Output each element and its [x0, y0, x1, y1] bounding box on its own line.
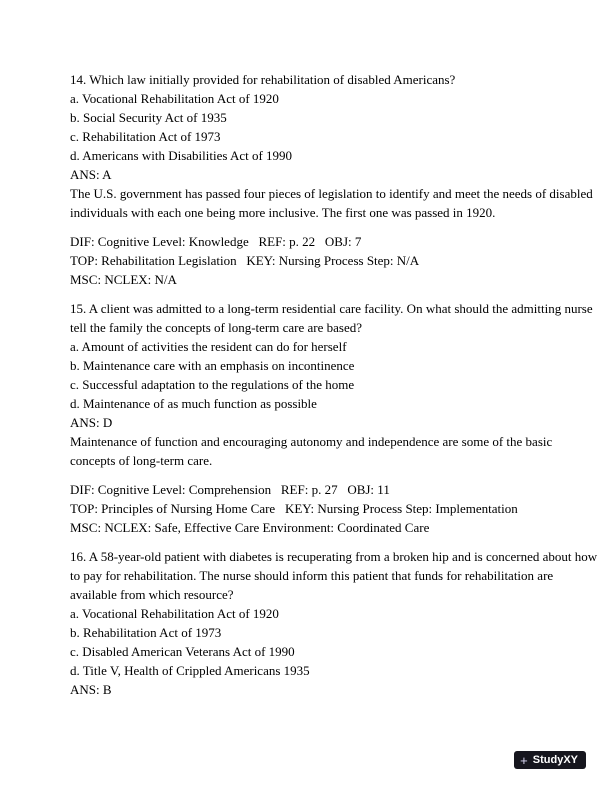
- option-d: d. Maintenance of as much function as possible: [70, 396, 317, 411]
- question-16: [70, 547, 598, 699]
- option-b: b. Rehabilitation Act of 1973: [70, 625, 222, 640]
- question-stem-line: 16. A 58-year-old patient with diabetes is recuperating from a broken hip and is concerned about how: [70, 549, 598, 564]
- question-14: [70, 70, 593, 289]
- top-line: TOP: Principles of Nursing Home Care KEY: Nursing Process Step: Implementation: [70, 501, 518, 516]
- top-line: TOP: Rehabilitation Legislation KEY: Nursing Process Step: N/A: [70, 253, 420, 268]
- brand-name: StudyXY: [532, 754, 578, 766]
- rationale-line: Maintenance of function and encouraging autonomy and independence are some of the basic: [70, 434, 553, 449]
- answer-line: ANS: B: [70, 682, 112, 697]
- question-stem-line: 14. Which law initially provided for rehabilitation of disabled Americans?: [70, 72, 456, 87]
- question-15: [70, 299, 593, 537]
- option-c: c. Successful adaptation to the regulations of the home: [70, 377, 355, 392]
- dif-line: DIF: Cognitive Level: Comprehension REF: p. 27 OBJ: 11: [70, 482, 390, 497]
- option-b: b. Social Security Act of 1935: [70, 110, 227, 125]
- answer-line: ANS: D: [70, 415, 113, 430]
- question-stem-line: to pay for rehabilitation. The nurse should inform this patient that funds for rehabilitation are: [70, 568, 554, 583]
- option-d: d. Title V, Health of Crippled Americans 1935: [70, 663, 310, 678]
- rationale-line: individuals with each one being more inclusive. The first one was passed in 1920.: [70, 205, 496, 220]
- msc-line: MSC: NCLEX: Safe, Effective Care Environment: Coordinated Care: [70, 520, 430, 535]
- option-b: b. Maintenance care with an emphasis on incontinence: [70, 358, 355, 373]
- plus-icon: +: [520, 752, 528, 768]
- option-d: d. Americans with Disabilities Act of 1990: [70, 148, 293, 163]
- option-a: a. Vocational Rehabilitation Act of 1920: [70, 91, 279, 106]
- option-a: a. Amount of activities the resident can do for herself: [70, 339, 347, 354]
- option-a: a. Vocational Rehabilitation Act of 1920: [70, 606, 279, 621]
- question-stem-line: tell the family the concepts of long-term care are based?: [70, 320, 363, 335]
- option-c: c. Disabled American Veterans Act of 1990: [70, 644, 295, 659]
- msc-line: MSC: NCLEX: N/A: [70, 272, 177, 287]
- question-meta: [70, 232, 554, 289]
- question-meta: [70, 480, 554, 537]
- dif-line: DIF: Cognitive Level: Knowledge REF: p. 22 OBJ: 7: [70, 234, 362, 249]
- option-c: c. Rehabilitation Act of 1973: [70, 129, 221, 144]
- rationale-line: concepts of long-term care.: [70, 453, 213, 468]
- question-stem-line: 15. A client was admitted to a long-term residential care facility. On what should the admitting nurse: [70, 301, 593, 316]
- answer-line: ANS: A: [70, 167, 112, 182]
- rationale-line: The U.S. government has passed four pieces of legislation to identify and meet the needs of disabled: [70, 186, 593, 201]
- studyxy-badge: [514, 751, 586, 769]
- question-stem-line: available from which resource?: [70, 587, 234, 602]
